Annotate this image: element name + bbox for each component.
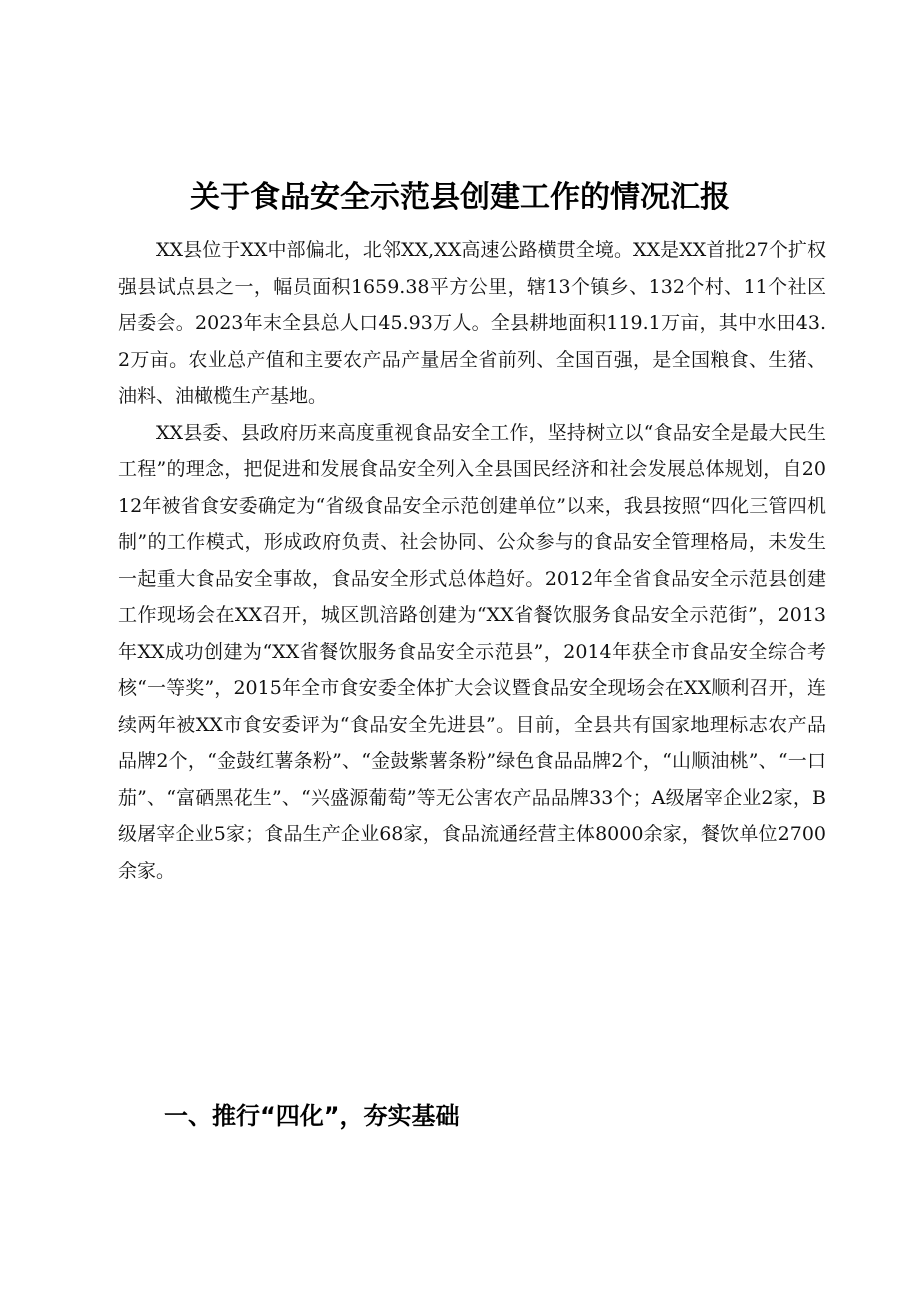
paragraph-food-safety-work: XX县委、县政府历来高度重视食品安全工作，坚持树立以“食品安全是最大民生工程”的理念，把促进和发展食品安全列入全县国民经济和社会发展总体规划，自2012年被省食安委确定为“省级食品安全示范创建单位”以来，我县按照“四化三管四机制”的工作模式，形成政府负责、社会协同、公众参与的食品安全管理格局，未发生一起重大食品安全事故，食品安全形式总体趋好。2012年全省食品安全示范县创建工作现场会在XX召开，城区凯涪路创建为“XX省餐饮服务食品安全示范街”，2013年XX成功创建为“XX省餐饮服务食品安全示范县”，2014年获全市食品安全综合考核“一等奖”，2015年全市食安委全体扩大会议暨食品安全现场会在XX顺利召开，连续两年被XX市食安委评为“食品安全先进县”。目前，全县共有国家地理标志农产品品牌2个，“金鼓红薯条粉”、“金鼓紫薯条粉”绿色食品品牌2个，“山顺油桃”、“一口茄”、“富硒黑花生”、“兴盛源葡萄”等无公害农产品品牌33个；A级屠宰企业2家，B级屠宰企业5家；食品生产企业68家，食品流通经营主体8000余家，餐饮单位2700余家。 — [118, 421, 826, 882]
document-title: 关于食品安全示范县创建工作的情况汇报 — [190, 180, 730, 215]
section-heading: 一、推行“四化”，夯实基础 — [164, 1102, 460, 1130]
paragraph-county-overview: XX县位于XX中部偏北，北邻XX,XX高速公路横贯全境。XX是XX首批27个扩权强县试点县之一，幅员面积1659.38平方公里，辖13个镇乡、132个村、11个社区居委会。2023年末全县总人口45.93万人。全县耕地面积119.1万亩，其中水田43.2万亩。农业总产值和主要农产品产量居全省前列、全国百强，是全国粮食、生猪、油料、油橄榄生产基地。 — [118, 239, 826, 407]
document-body — [118, 232, 826, 889]
